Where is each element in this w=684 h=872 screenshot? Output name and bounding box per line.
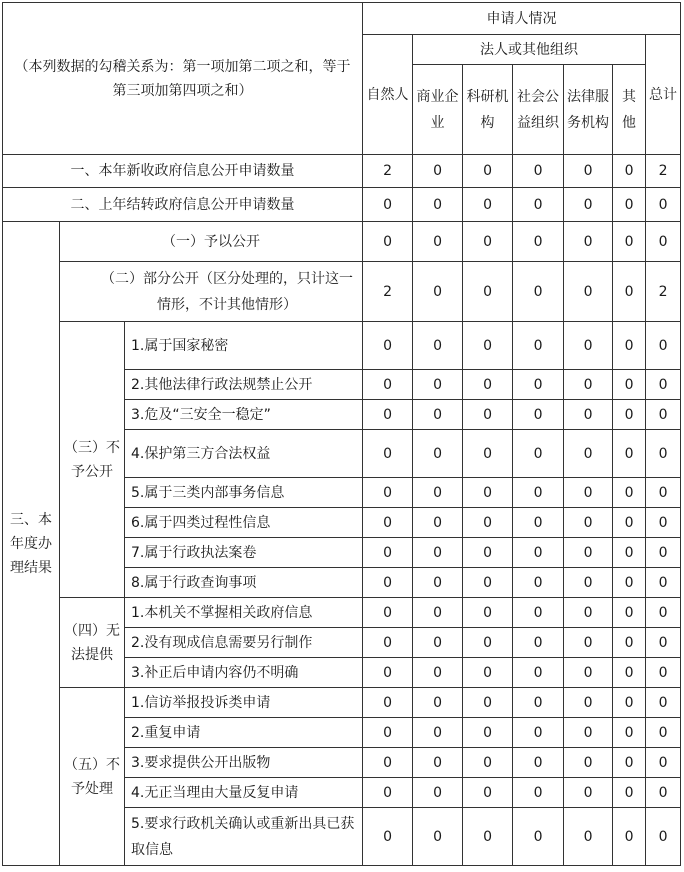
cell-value: 0 [646,508,681,538]
cell-value: 0 [613,808,646,866]
cell-value: 0 [413,508,463,538]
row-label: 1.信访举报投诉类申请 [125,688,363,718]
cell-value: 0 [363,718,413,748]
cell-value: 0 [646,430,681,478]
cell-value: 0 [564,688,613,718]
row-label: 6.属于四类过程性信息 [125,508,363,538]
row-label: 3.危及“三安全一稳定” [125,400,363,430]
cell-value: 0 [513,222,564,262]
cell-value: 0 [513,568,564,598]
cell-value: 0 [613,262,646,322]
cell-value: 0 [463,628,513,658]
cell-value: 0 [564,778,613,808]
cell-value: 0 [564,322,613,370]
cell-value: 0 [513,598,564,628]
row-label: 5.属于三类内部事务信息 [125,478,363,508]
cell-value: 0 [413,778,463,808]
cell-value: 0 [463,322,513,370]
row-label: （二）部分公开（区分处理的，只计这一情形，不计其他情形） [60,262,363,322]
cell-value: 2 [363,155,413,188]
cell-value: 0 [564,222,613,262]
cell-value: 0 [564,718,613,748]
cell-value: 0 [463,808,513,866]
disclosure-table [2,2,681,866]
table-row [3,598,681,628]
cell-value: 0 [613,322,646,370]
cell-value: 0 [564,478,613,508]
row-label: 一、本年新收政府信息公开申请数量 [3,155,363,188]
cell-value: 0 [363,478,413,508]
col-natural-person: 自然人 [363,35,413,155]
cell-value: 0 [564,188,613,222]
cell-value: 0 [646,222,681,262]
cell-value: 0 [613,222,646,262]
cell-value: 0 [363,400,413,430]
cell-value: 0 [413,322,463,370]
cell-value: 0 [613,188,646,222]
cell-value: 0 [613,370,646,400]
cell-value: 0 [413,188,463,222]
results-group-label: 三、本年度办理结果 [3,222,60,866]
cell-value: 2 [646,262,681,322]
row-label: 4.保护第三方合法权益 [125,430,363,478]
applicant-group-header: 申请人情况 [363,3,681,35]
cell-value: 0 [463,748,513,778]
table-row [3,222,681,262]
cell-value: 0 [513,628,564,658]
cell-value: 0 [413,370,463,400]
cell-value: 0 [613,538,646,568]
cell-value: 0 [363,370,413,400]
row-label: 1.本机关不掌握相关政府信息 [125,598,363,628]
table-row [3,155,681,188]
cell-value: 0 [413,748,463,778]
cell-value: 2 [646,155,681,188]
table-row [3,262,681,322]
cell-value: 0 [363,808,413,866]
table-row [3,188,681,222]
cell-value: 0 [513,538,564,568]
cell-value: 0 [613,658,646,688]
row-label: 1.属于国家秘密 [125,322,363,370]
col-legal-service: 法律服务机构 [564,65,613,155]
cell-value: 0 [646,188,681,222]
cell-value: 0 [363,628,413,658]
cell-value: 0 [513,188,564,222]
subgroup-label: （五）不予处理 [60,688,125,866]
cell-value: 0 [613,598,646,628]
cell-value: 0 [646,718,681,748]
cell-value: 0 [413,478,463,508]
row-label: 3.补正后申请内容仍不明确 [125,658,363,688]
cell-value: 0 [646,628,681,658]
cell-value: 0 [363,688,413,718]
cell-value: 0 [646,538,681,568]
cell-value: 0 [513,430,564,478]
cell-value: 0 [646,322,681,370]
cell-value: 0 [363,222,413,262]
cell-value: 0 [564,808,613,866]
cell-value: 0 [513,688,564,718]
cell-value: 0 [413,568,463,598]
cell-value: 0 [463,478,513,508]
row-label: 2.其他法律行政法规禁止公开 [125,370,363,400]
col-business: 商业企业 [413,65,463,155]
cell-value: 0 [513,748,564,778]
col-public-welfare: 社会公益组织 [513,65,564,155]
cell-value: 0 [363,568,413,598]
cell-value: 0 [646,778,681,808]
cell-value: 0 [463,400,513,430]
cell-value: 0 [413,808,463,866]
cell-value: 0 [513,478,564,508]
cell-value: 0 [463,155,513,188]
cell-value: 0 [646,808,681,866]
cell-value: 0 [463,568,513,598]
table-row [3,688,681,718]
org-group-header: 法人或其他组织 [413,35,646,65]
header-note: （本列数据的勾稽关系为：第一项加第二项之和，等于第三项加第四项之和） [3,3,363,155]
row-label: 8.属于行政查询事项 [125,568,363,598]
cell-value: 0 [413,430,463,478]
subgroup-label: （三）不予公开 [60,322,125,598]
cell-value: 0 [613,748,646,778]
cell-value: 0 [646,748,681,778]
cell-value: 0 [564,658,613,688]
cell-value: 0 [646,568,681,598]
cell-value: 0 [564,430,613,478]
cell-value: 2 [363,262,413,322]
cell-value: 0 [513,400,564,430]
cell-value: 0 [613,778,646,808]
cell-value: 0 [564,262,613,322]
cell-value: 0 [413,222,463,262]
cell-value: 0 [513,508,564,538]
cell-value: 0 [363,658,413,688]
cell-value: 0 [463,778,513,808]
cell-value: 0 [513,658,564,688]
cell-value: 0 [564,568,613,598]
cell-value: 0 [646,688,681,718]
cell-value: 0 [564,508,613,538]
subgroup-label: （四）无法提供 [60,598,125,688]
cell-value: 0 [363,188,413,222]
cell-value: 0 [413,598,463,628]
table-row [3,322,681,370]
row-label: 4.无正当理由大量反复申请 [125,778,363,808]
col-research: 科研机构 [463,65,513,155]
row-label: 2.重复申请 [125,718,363,748]
cell-value: 0 [363,778,413,808]
cell-value: 0 [613,400,646,430]
cell-value: 0 [363,322,413,370]
cell-value: 0 [413,718,463,748]
cell-value: 0 [613,508,646,538]
cell-value: 0 [463,262,513,322]
row-label: 5.要求行政机关确认或重新出具已获取信息 [125,808,363,866]
cell-value: 0 [463,538,513,568]
row-label: 7.属于行政执法案卷 [125,538,363,568]
cell-value: 0 [363,508,413,538]
cell-value: 0 [513,808,564,866]
cell-value: 0 [463,370,513,400]
cell-value: 0 [413,400,463,430]
cell-value: 0 [564,155,613,188]
cell-value: 0 [413,155,463,188]
cell-value: 0 [646,400,681,430]
cell-value: 0 [363,598,413,628]
cell-value: 0 [413,658,463,688]
cell-value: 0 [363,430,413,478]
cell-value: 0 [513,370,564,400]
cell-value: 0 [463,688,513,718]
cell-value: 0 [564,538,613,568]
cell-value: 0 [413,628,463,658]
cell-value: 0 [613,478,646,508]
cell-value: 0 [463,508,513,538]
row-label: 二、上年结转政府信息公开申请数量 [3,188,363,222]
col-total: 总计 [646,35,681,155]
cell-value: 0 [513,322,564,370]
cell-value: 0 [413,688,463,718]
cell-value: 0 [564,598,613,628]
cell-value: 0 [613,628,646,658]
cell-value: 0 [363,538,413,568]
cell-value: 0 [363,748,413,778]
cell-value: 0 [513,718,564,748]
cell-value: 0 [613,430,646,478]
row-label: 3.要求提供公开出版物 [125,748,363,778]
cell-value: 0 [413,262,463,322]
cell-value: 0 [463,430,513,478]
cell-value: 0 [646,658,681,688]
cell-value: 0 [646,598,681,628]
cell-value: 0 [513,262,564,322]
col-other: 其他 [613,65,646,155]
cell-value: 0 [564,370,613,400]
row-label: （一）予以公开 [60,222,363,262]
cell-value: 0 [613,155,646,188]
cell-value: 0 [613,568,646,598]
cell-value: 0 [463,718,513,748]
cell-value: 0 [413,538,463,568]
cell-value: 0 [646,370,681,400]
cell-value: 0 [513,155,564,188]
cell-value: 0 [564,748,613,778]
row-label: 2.没有现成信息需要另行制作 [125,628,363,658]
cell-value: 0 [463,658,513,688]
cell-value: 0 [564,400,613,430]
cell-value: 0 [613,718,646,748]
cell-value: 0 [463,598,513,628]
cell-value: 0 [463,222,513,262]
cell-value: 0 [613,688,646,718]
cell-value: 0 [646,478,681,508]
cell-value: 0 [564,628,613,658]
cell-value: 0 [463,188,513,222]
cell-value: 0 [513,778,564,808]
